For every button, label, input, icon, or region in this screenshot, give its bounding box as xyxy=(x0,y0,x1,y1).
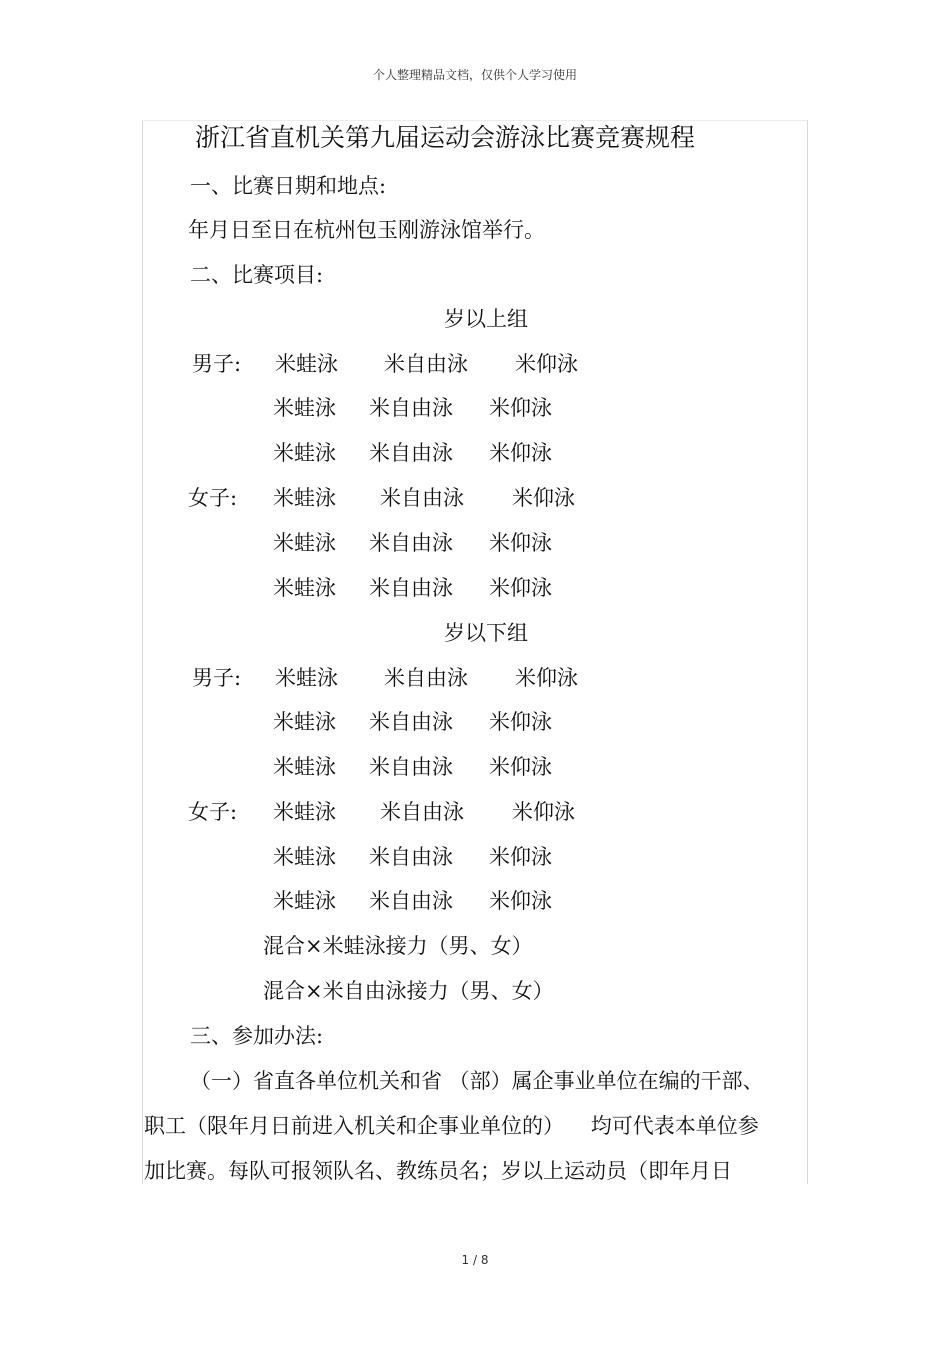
event-backstroke: 米仰泳 xyxy=(512,486,575,510)
men-label: 男子: xyxy=(192,352,242,376)
relay-breaststroke: 混合×米蛙泳接力（男、女） xyxy=(263,934,533,958)
relay-freestyle: 混合×米自由泳接力（男、女） xyxy=(263,979,554,1003)
event-freestyle: 米自由泳 xyxy=(369,531,453,555)
event-freestyle: 米自由泳 xyxy=(369,710,453,734)
page-number: 1 / 8 xyxy=(461,1253,489,1267)
event-backstroke: 米仰泳 xyxy=(489,576,552,600)
event-freestyle: 米自由泳 xyxy=(384,666,468,690)
event-breaststroke: 米蛙泳 xyxy=(273,755,336,779)
event-backstroke: 米仰泳 xyxy=(489,396,552,420)
event-breaststroke: 米蛙泳 xyxy=(275,666,338,690)
event-backstroke: 米仰泳 xyxy=(489,889,552,913)
event-backstroke: 米仰泳 xyxy=(512,800,575,824)
event-freestyle: 米自由泳 xyxy=(369,755,453,779)
event-freestyle: 米自由泳 xyxy=(369,845,453,869)
event-breaststroke: 米蛙泳 xyxy=(275,352,338,376)
event-backstroke: 米仰泳 xyxy=(489,710,552,734)
section1-text: 年月日至日在杭州包玉刚游泳馆举行。 xyxy=(188,218,545,242)
event-freestyle: 米自由泳 xyxy=(369,441,453,465)
document-title: 浙江省直机关第九届运动会游泳比赛竞赛规程 xyxy=(195,123,696,152)
event-freestyle: 米自由泳 xyxy=(369,889,453,913)
event-breaststroke: 米蛙泳 xyxy=(273,531,336,555)
section2-heading: 二、比赛项目: xyxy=(190,263,324,287)
group-over-title: 岁以上组 xyxy=(444,307,528,331)
event-freestyle: 米自由泳 xyxy=(384,352,468,376)
event-freestyle: 米自由泳 xyxy=(380,800,464,824)
event-backstroke: 米仰泳 xyxy=(489,755,552,779)
event-breaststroke: 米蛙泳 xyxy=(273,710,336,734)
event-breaststroke: 米蛙泳 xyxy=(273,800,336,824)
event-breaststroke: 米蛙泳 xyxy=(273,486,336,510)
group-under-title: 岁以下组 xyxy=(444,621,528,645)
event-backstroke: 米仰泳 xyxy=(489,441,552,465)
event-backstroke: 米仰泳 xyxy=(489,845,552,869)
event-breaststroke: 米蛙泳 xyxy=(273,576,336,600)
event-backstroke: 米仰泳 xyxy=(489,531,552,555)
event-breaststroke: 米蛙泳 xyxy=(273,845,336,869)
men-label: 男子: xyxy=(192,666,242,690)
section3-heading: 三、参加办法: xyxy=(190,1024,324,1048)
event-freestyle: 米自由泳 xyxy=(369,396,453,420)
women-label: 女子: xyxy=(188,486,238,510)
women-label: 女子: xyxy=(188,800,238,824)
event-breaststroke: 米蛙泳 xyxy=(273,889,336,913)
section3-paragraph-line: 职工（限年月日前进入机关和企事业单位的） 均可代表本单位参 xyxy=(144,1114,759,1138)
header-note: 个人整理精品文档，仅供个人学习使用 xyxy=(372,68,577,82)
event-backstroke: 米仰泳 xyxy=(515,352,578,376)
section3-paragraph-line: （一）省直各单位机关和省 （部）属企事业单位在编的干部、 xyxy=(190,1069,764,1093)
event-freestyle: 米自由泳 xyxy=(369,576,453,600)
event-breaststroke: 米蛙泳 xyxy=(273,441,336,465)
event-breaststroke: 米蛙泳 xyxy=(273,396,336,420)
section1-heading: 一、比赛日期和地点: xyxy=(190,174,387,198)
event-freestyle: 米自由泳 xyxy=(380,486,464,510)
section3-paragraph-line: 加比赛。每队可报领队名、教练员名；岁以上运动员（即年月日 xyxy=(144,1159,732,1183)
event-backstroke: 米仰泳 xyxy=(515,666,578,690)
